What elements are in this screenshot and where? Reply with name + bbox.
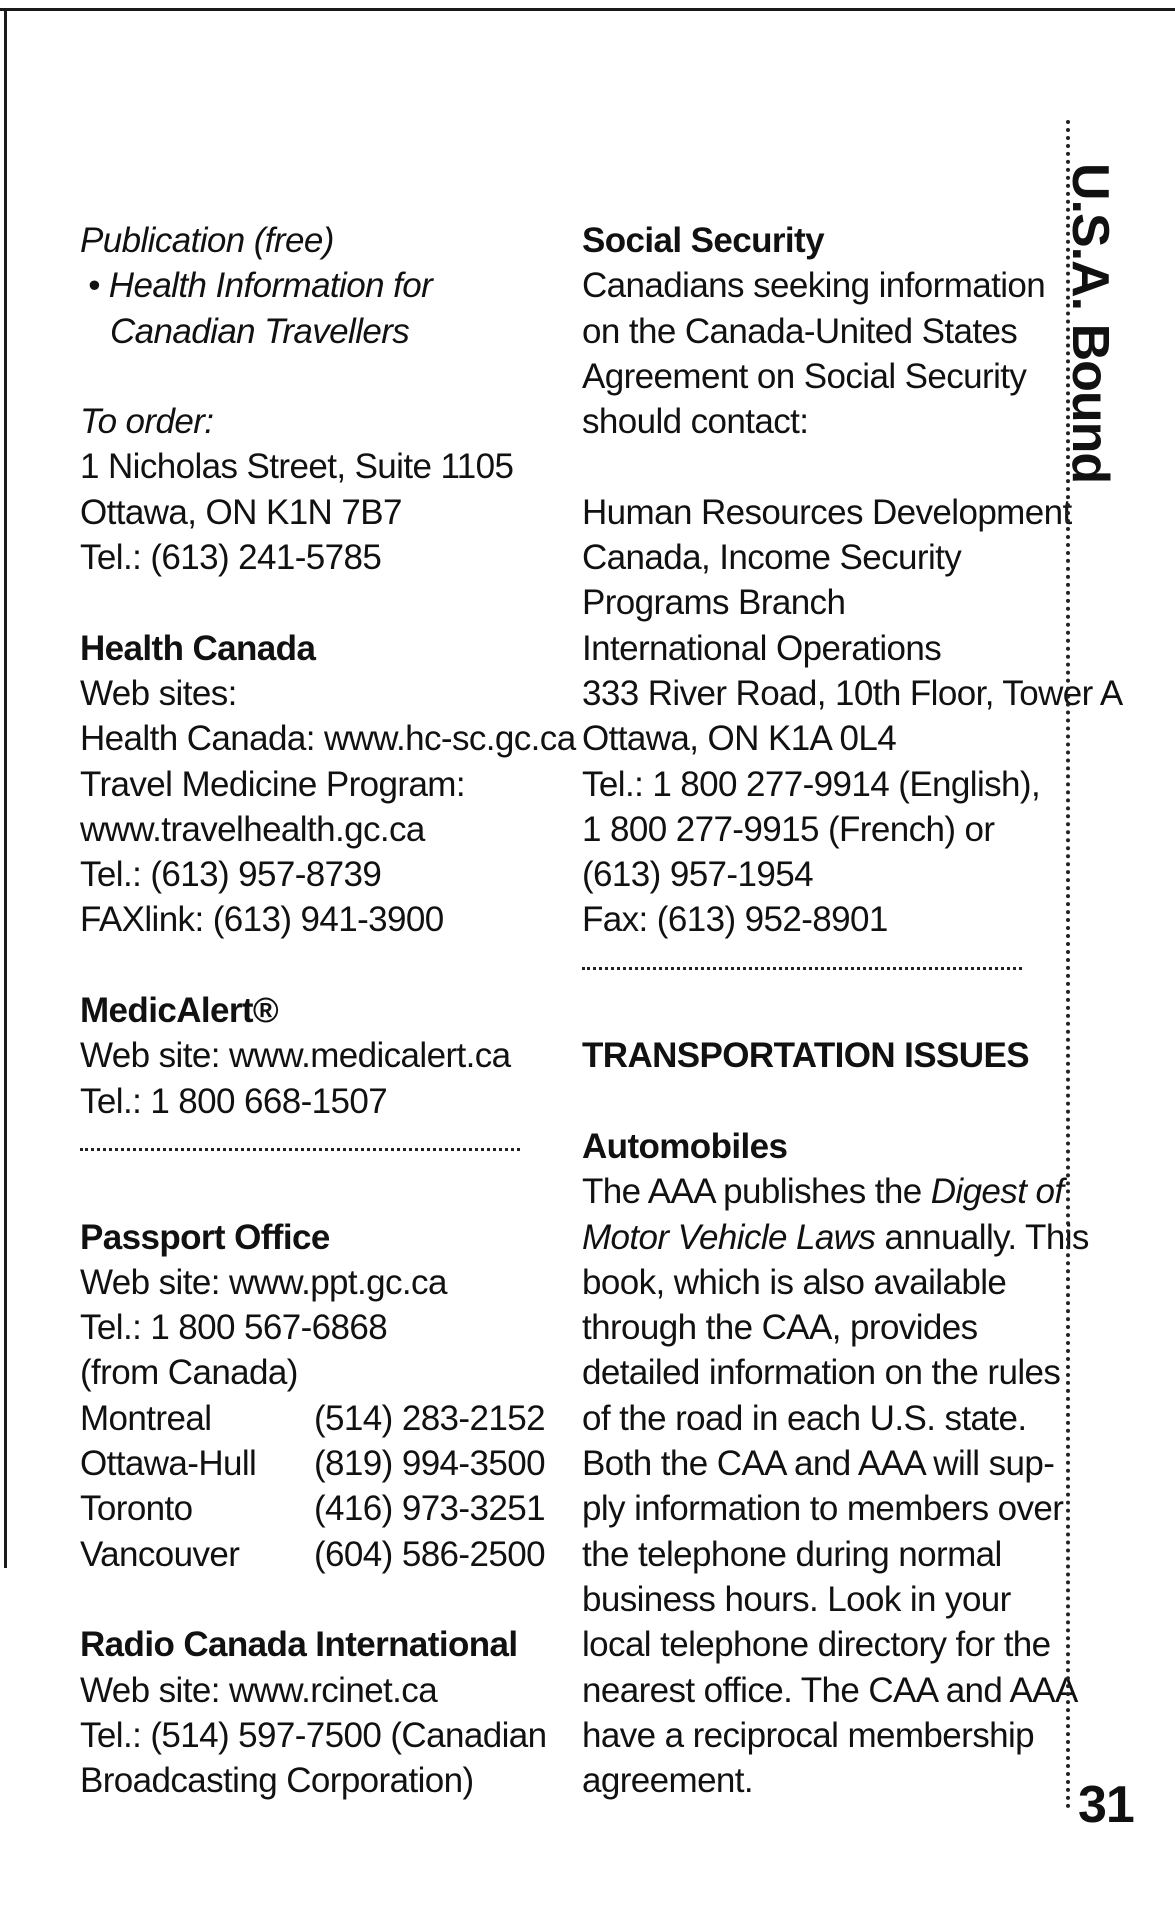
automobiles-line: through the CAA, provides [582,1308,978,1348]
automobiles-line: detailed information on the rules [582,1353,1061,1393]
automobiles-line [582,1169,1064,1214]
order-tel: Tel.: (613) 241-5785 [80,538,382,578]
passport-from: (from Canada) [80,1353,298,1393]
order-label: To order: [80,402,214,442]
contact-line: Programs Branch [582,583,846,623]
office-city: Vancouver [80,1534,240,1574]
automobiles-line: nearest office. The CAA and AAA [582,1670,1078,1710]
spacer [582,444,1042,489]
left-column [80,218,576,1803]
spacer [80,943,560,988]
contact-line: (613) 957-1954 [582,855,813,895]
office-city: Ottawa-Hull [80,1444,257,1484]
health-canada-site2-url: www.travelhealth.gc.ca [80,809,425,849]
automobiles-line: book, which is also available [582,1262,1007,1302]
radio-canada-web: Web site: www.rcinet.ca [80,1670,438,1710]
automobiles-line: of the road in each U.S. state. [582,1398,1027,1438]
contact-line: Tel.: 1 800 277-9914 (English), [582,764,1041,804]
health-canada-tel: Tel.: (613) 957-8739 [80,855,382,895]
passport-office-row [80,1396,560,1441]
social-security-line: on the Canada-United States [582,311,1018,351]
medicalert-heading: MedicAlert® [80,991,279,1031]
spacer [582,1079,1042,1124]
book-title-part2: Motor Vehicle Laws [582,1217,876,1257]
order-address-line1: 1 Nicholas Street, Suite 1105 [80,447,514,487]
contact-line: Canada, Income Security [582,538,962,578]
automobiles-heading: Automobiles [582,1126,788,1166]
health-canada-faxlink: FAXlink: (613) 941-3900 [80,900,444,940]
automobiles-line: agreement. [582,1761,754,1801]
automobiles-text: annually. This [875,1217,1089,1257]
social-security-heading: Social Security [582,221,824,260]
spacer [80,580,560,625]
passport-office-row [80,1532,560,1577]
publication-label: Publication (free) [80,221,334,260]
spacer [80,354,560,399]
passport-tel: Tel.: 1 800 567-6868 [80,1308,388,1348]
spacer [80,1577,560,1622]
passport-web: Web site: www.ppt.gc.ca [80,1262,447,1302]
social-security-line: Canadians seeking information [582,266,1046,306]
radio-canada-heading: Radio Canada International [80,1625,518,1665]
medicalert-web: Web site: www.medicalert.ca [80,1036,511,1076]
office-phone: (819) 994-3500 [314,1444,545,1484]
order-address-line2: Ottawa, ON K1N 7B7 [80,492,402,532]
radio-canada-tel: Tel.: (514) 597-7500 (Canadian [80,1715,547,1755]
page-number: 31 [1078,1776,1134,1834]
automobiles-line: the telephone during normal [582,1534,1002,1574]
automobiles-line [582,1215,1089,1260]
automobiles-line: have a reciprocal membership [582,1715,1035,1755]
left-border-rule [4,8,7,1568]
health-canada-site1: Health Canada: www.hc-sc.gc.ca [80,719,576,759]
office-city: Montreal [80,1398,212,1438]
automobiles-text: The AAA publishes the [582,1172,931,1212]
office-phone: (416) 973-3251 [314,1489,545,1529]
book-title-part1: Digest of [930,1172,1064,1212]
contact-line: 333 River Road, 10th Floor, Tower A [582,673,1123,713]
transportation-heading: TRANSPORTATION ISSUES [582,1036,1029,1076]
automobiles-line: business hours. Look in your [582,1579,1011,1619]
automobiles-line: local telephone directory for the [582,1625,1051,1665]
publication-item-line1: • Health Information for [88,266,433,306]
passport-office-row [80,1486,560,1531]
health-canada-heading: Health Canada [80,628,316,668]
passport-heading: Passport Office [80,1217,330,1257]
contact-line: International Operations [582,628,942,668]
contact-line: Ottawa, ON K1A 0L4 [582,719,897,759]
publication-item-line2: Canadian Travellers [110,311,410,351]
automobiles-line: ply information to members over [582,1489,1064,1529]
passport-office-row [80,1441,560,1486]
top-border-rule [0,8,1175,11]
office-phone: (604) 586-2500 [314,1534,545,1574]
health-canada-web-sites-label: Web sites: [80,673,237,713]
social-security-line: should contact: [582,402,809,442]
dotted-divider [582,943,1022,988]
health-canada-site2-label: Travel Medicine Program: [80,764,465,804]
medicalert-tel: Tel.: 1 800 668-1507 [80,1081,388,1121]
spacer [80,1169,560,1214]
contact-line: Fax: (613) 952-8901 [582,900,888,940]
spacer [582,988,1042,1033]
automobiles-line: Both the CAA and AAA will sup- [582,1444,1055,1484]
radio-canada-tel-cont: Broadcasting Corporation) [80,1761,474,1801]
office-phone: (514) 283-2152 [314,1398,545,1438]
contact-line: Human Resources Development [582,492,1072,532]
dotted-divider [80,1124,520,1169]
contact-line: 1 800 277-9915 (French) or [582,809,995,849]
social-security-line: Agreement on Social Security [582,356,1027,396]
office-city: Toronto [80,1489,193,1529]
running-head: U.S.A. Bound [1061,163,1119,484]
